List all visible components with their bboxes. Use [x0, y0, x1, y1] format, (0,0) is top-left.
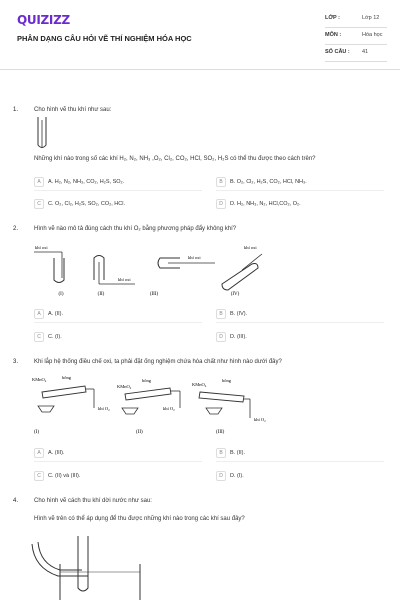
meta-count: [325, 46, 387, 62]
figure-label: (II): [136, 430, 143, 435]
option-c[interactable]: [34, 331, 62, 343]
figure-label: khí O₂: [98, 406, 110, 411]
question-number: 4.: [13, 498, 19, 504]
figure-label: bông: [142, 378, 151, 383]
option-d[interactable]: [216, 470, 244, 482]
question-text: Cho hình vẽ thu khí như sau:: [34, 107, 112, 113]
gas-collection-tube-figure: [30, 115, 60, 151]
option-a[interactable]: [34, 447, 65, 459]
figure-label: khí oxi: [35, 245, 48, 250]
option-d-text: D. (III).: [230, 334, 247, 340]
option-d-letter: D: [216, 199, 226, 209]
option-a-text: A. H₂, N₂, NH₃, CO₂, H₂S, SO₂.: [48, 179, 125, 185]
figure-label: bông: [222, 378, 231, 383]
oxygen-preparation-figure: [30, 372, 290, 440]
option-c-letter: C: [34, 332, 44, 342]
figure-label: khí O₂: [254, 417, 266, 422]
option-b-letter: B: [216, 177, 226, 187]
option-a-text: A. (II).: [48, 311, 63, 317]
figure-label: (III): [216, 430, 225, 435]
figure-label: (I): [34, 430, 39, 435]
option-a-letter: A: [34, 448, 44, 458]
option-d-text: D. (I).: [230, 473, 244, 479]
option-b[interactable]: [216, 447, 245, 459]
option-b-letter: B: [216, 309, 226, 319]
figure-label: (III): [149, 292, 159, 297]
meta-class-key: LỚP :: [325, 15, 340, 21]
figure-label: bông: [62, 375, 71, 380]
question-text: Cho hình vẽ cách thu khí dời nước như sau:: [34, 498, 152, 504]
divider: [34, 322, 202, 323]
figure-label: (I): [58, 292, 64, 297]
figure-label: khí oxi: [188, 255, 201, 260]
figure-label: (IV): [230, 292, 240, 297]
figure-label: khí oxi: [244, 245, 257, 250]
option-a-text: A. (III).: [48, 450, 65, 456]
meta-subject-key: MÔN :: [325, 32, 342, 38]
option-d-text: D. H₂, NH₃, N₂, HCl,CO₂, O₂.: [230, 201, 301, 207]
quizizz-logo: QUIZIZZ: [17, 13, 70, 27]
meta-class-value: Lớp 12: [362, 15, 380, 21]
question-number: 3.: [13, 359, 19, 365]
question-text: Khi lắp hệ thống điều chế oxi, ta phải đặt ống nghiệm chứa hóa chất như hình nào dưới đây?: [34, 359, 282, 365]
page-title: PHÂN DẠNG CÂU HỎI VẼ THÍ NGHIỆM HÓA HỌC: [17, 34, 192, 43]
figure-label: (II): [97, 292, 105, 297]
question-text-2: Những khí nào trong số các khí H₂, N₂, NH₃ ,O₂, Cl₂, CO₂, HCl, SO₂, H₂S có thể thu được theo cách trên?: [34, 156, 316, 162]
meta-subject-value: Hóa học: [362, 32, 383, 38]
option-c-text: C. (II) và (III).: [48, 473, 81, 479]
option-b-text: B. (II).: [230, 450, 245, 456]
option-b[interactable]: [216, 308, 247, 320]
divider: [34, 461, 202, 462]
question-number: 1.: [13, 107, 19, 113]
meta-class: [325, 12, 387, 28]
divider: [216, 322, 384, 323]
divider: [216, 190, 384, 191]
option-d[interactable]: [216, 198, 301, 210]
option-d-letter: D: [216, 471, 226, 481]
option-a[interactable]: [34, 176, 124, 188]
figure-label: KMnO₄: [117, 384, 132, 389]
option-d-letter: D: [216, 332, 226, 342]
option-c[interactable]: [34, 198, 125, 210]
option-b-text: B. (IV).: [230, 311, 248, 317]
meta-count-key: SỐ CÂU :: [325, 49, 350, 55]
option-b[interactable]: [216, 176, 307, 188]
question-number: 2.: [13, 226, 19, 232]
option-c-text: C. (I).: [48, 334, 62, 340]
option-b-text: B. O₂, Cl₂, H₂S, CO₂, HCl, NH₃.: [230, 179, 307, 185]
oxygen-collection-figure: [30, 240, 290, 300]
option-c-text: C. O₂, Cl₂, H₂S, SO₂, CO₂, HCl.: [48, 201, 125, 207]
worksheet-header: [0, 0, 400, 70]
figure-label: KMnO₄: [192, 382, 207, 387]
figure-label: khí O₂: [163, 406, 175, 411]
option-c-letter: C: [34, 199, 44, 209]
question-text-2: Hình vẽ trên có thể áp dụng để thu được những khí nào trong các khí sau đây?: [34, 516, 245, 522]
option-b-letter: B: [216, 448, 226, 458]
option-a-letter: A: [34, 309, 44, 319]
meta-count-value: 41: [362, 49, 369, 55]
option-c[interactable]: [34, 470, 80, 482]
option-d[interactable]: [216, 331, 247, 343]
figure-label: khí oxi: [118, 277, 131, 282]
figure-label: KMnO₄: [32, 377, 47, 382]
divider: [216, 461, 384, 462]
divider: [34, 190, 202, 191]
question-text: Hình vẽ nào mô tả đúng cách thu khí O₂ bằng phương pháp đẩy không khí?: [34, 226, 237, 232]
meta-subject: [325, 29, 387, 45]
option-a-letter: A: [34, 177, 44, 187]
water-displacement-figure: [30, 528, 160, 600]
option-a[interactable]: [34, 308, 63, 320]
option-c-letter: C: [34, 471, 44, 481]
